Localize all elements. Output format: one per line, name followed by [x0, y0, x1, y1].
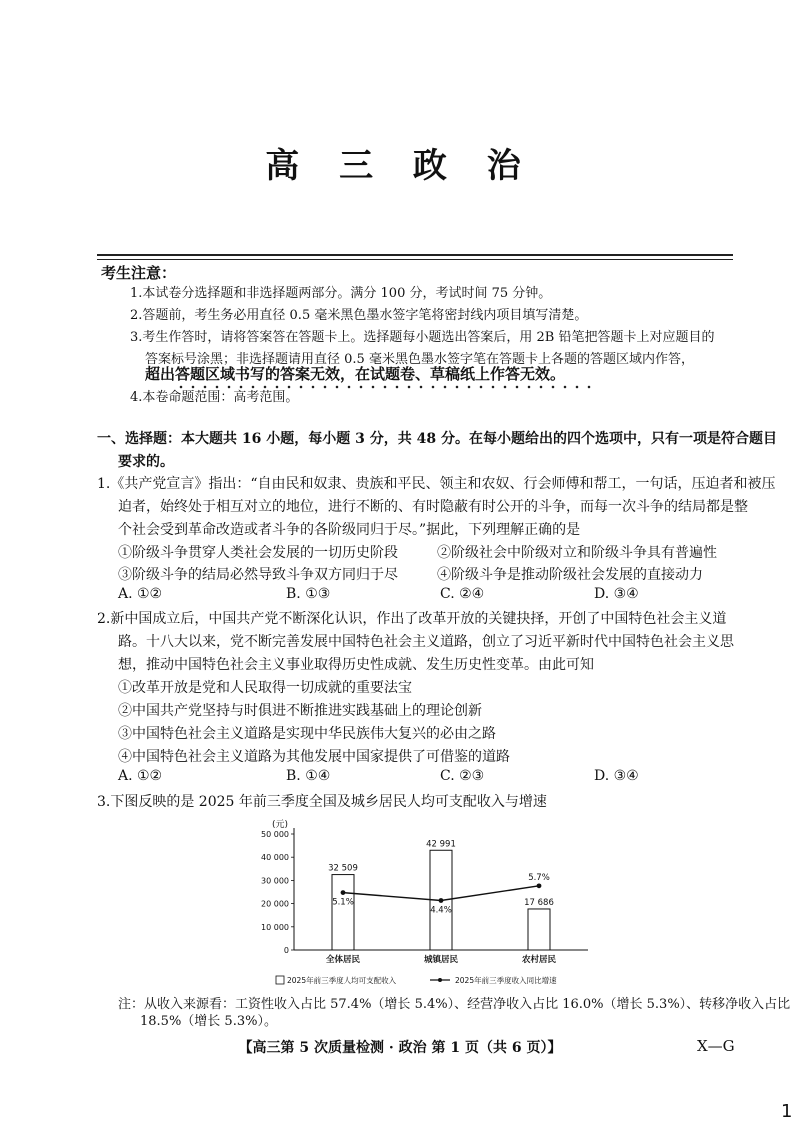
q1-statement-1: ①阶级斗争贯穿人类社会发展的一切历史阶段 — [118, 545, 398, 561]
notice-item-3-cont: 答案标号涂黑；非选择题请用直径 0.5 毫米黑色墨水签字笔在答题卡上各题的答题区域内作答， — [145, 352, 694, 367]
q2-option-c: C. ②③ — [440, 768, 485, 784]
notice-emphasis: 超出答题区域书写的答案无效，在试题卷、草稿纸上作答无效。 — [145, 365, 566, 383]
q1-option-d: D. ③④ — [594, 586, 639, 602]
category-label: 城镇居民 — [423, 955, 459, 965]
q1-stem-2: 迫者，始终处于相互对立的地位，进行不断的、有时隐蔽有时公开的斗争，而每一次斗争的结局都是整 — [118, 499, 748, 515]
growth-point — [439, 898, 444, 903]
q1-statement-3: ③阶级斗争的结局必然导致斗争双方同归于尽 — [118, 567, 398, 583]
notice-item-1: 1.本试卷分选择题和非选择题两部分。满分 100 分，考试时间 75 分钟。 — [130, 286, 552, 301]
q2-option-b: B. ①④ — [286, 768, 331, 784]
q1-stem-1: 1.《共产党宣言》指出：“自由民和奴隶、贵族和平民、领主和农奴、行会师傅和帮工，一句话，压迫者和被压 — [97, 476, 776, 492]
chart-legend — [276, 975, 557, 985]
y-tick-label: 20 000 — [261, 899, 289, 909]
y-tick-label: 0 — [283, 946, 289, 955]
section-heading: 一、选择题：本大题共 16 小题，每小题 3 分，共 48 分。在每小题给出的四个选项中，只有一项是符合题目 — [97, 431, 777, 447]
page-title: 高 三 政 治 — [265, 146, 535, 186]
growth-point — [341, 890, 346, 895]
q2-option-d: D. ③④ — [594, 768, 639, 784]
y-tick-label: 50 000 — [261, 830, 289, 839]
q1-stem-3: 个社会受到革命改造或者斗争的各阶级同归于尽。”据此，下列理解正确的是 — [118, 522, 581, 538]
section-heading-cont: 要求的。 — [118, 454, 174, 470]
header-rule-thin — [97, 259, 733, 260]
bar-value-label: 42 991 — [426, 839, 456, 850]
q2-stem-3: 想，推动中国特色社会主义事业取得历史性成就、发生历史性变革。由此可知 — [118, 657, 594, 673]
x-axis-labels — [326, 954, 557, 965]
bar-value-label: 17 686 — [524, 897, 554, 908]
category-label: 农村居民 — [521, 955, 557, 965]
category-label: 全体居民 — [325, 955, 361, 965]
page-footer: 【高三第 5 次质量检测 · 政治 第 1 页（共 6 页）】 — [238, 1040, 562, 1056]
notice-item-3: 3.考生作答时，请将答案答在答题卡上。选择题每小题选出答案后，用 2B 铅笔把答题卡上对应题目的 — [130, 330, 715, 345]
chart-note-1: 注：从收入来源看：工资性收入占比 57.4%（增长 5.4%）、经营净收入占比 16.0%（增长 5.3%）、转移净收入占比 — [118, 997, 791, 1012]
legend-bar-swatch — [276, 976, 284, 984]
y-tick-label: 10 000 — [261, 922, 289, 932]
q2-statement-4: ④中国特色社会主义道路为其他发展中国家提供了可借鉴的道路 — [118, 749, 510, 765]
q1-option-a: A. ①② — [118, 586, 163, 602]
q2-option-a: A. ①② — [118, 768, 163, 784]
q2-stem-2: 路。十八大以来，党不断完善发展中国特色社会主义道路，创立了习近平新时代中国特色社会主义思 — [118, 634, 734, 650]
page-number: 1 — [781, 1101, 793, 1122]
y-axis-label: (元) — [271, 820, 289, 830]
q1-option-c: C. ②④ — [440, 586, 485, 602]
growth-label: 5.7% — [528, 872, 550, 883]
income-chart — [240, 816, 620, 992]
legend-line-label: 2025年前三季度收入同比增速 — [455, 976, 557, 985]
bar — [332, 875, 354, 950]
chart-note-2: 18.5%（增长 5.3%）。 — [140, 1014, 277, 1029]
q1-statement-4: ④阶级斗争是推动阶级社会发展的直接动力 — [437, 567, 703, 583]
bar-value-label: 32 509 — [328, 863, 358, 874]
growth-label: 4.4% — [430, 905, 452, 916]
paper-code: X—G — [697, 1037, 735, 1055]
q2-statement-2: ②中国共产党坚持与时俱进不断推进实践基础上的理论创新 — [118, 703, 482, 719]
q1-statement-2: ②阶级社会中阶级对立和阶级斗争具有普遍性 — [437, 545, 717, 561]
notice-item-4: 4.本卷命题范围：高考范围。 — [130, 390, 299, 405]
y-tick-label: 30 000 — [261, 876, 289, 886]
q2-statement-1: ①改革开放是党和人民取得一切成就的重要法宝 — [118, 680, 412, 696]
q3-stem: 3.下图反映的是 2025 年前三季度全国及城乡居民人均可支配收入与增速 — [97, 794, 547, 810]
y-tick-label: 40 000 — [261, 853, 289, 863]
legend-bar-label: 2025年前三季度人均可支配收入 — [287, 976, 397, 985]
q2-stem-1: 2.新中国成立后，中国共产党不断深化认识，作出了改革开放的关键抉择，开创了中国特色社会主义道 — [97, 611, 727, 627]
growth-point — [537, 883, 542, 888]
notice-item-2: 2.答题前，考生务必用直径 0.5 毫米黑色墨水签字笔将密封线内项目填写清楚。 — [130, 308, 588, 323]
growth-label: 5.1% — [332, 897, 354, 908]
q1-option-b: B. ①③ — [286, 586, 331, 602]
legend-line-marker — [438, 978, 442, 982]
q2-statement-3: ③中国特色社会主义道路是实现中华民族伟大复兴的必由之路 — [118, 726, 496, 742]
bar — [528, 909, 550, 950]
notice-heading: 考生注意： — [101, 264, 177, 282]
header-rule — [97, 254, 733, 256]
